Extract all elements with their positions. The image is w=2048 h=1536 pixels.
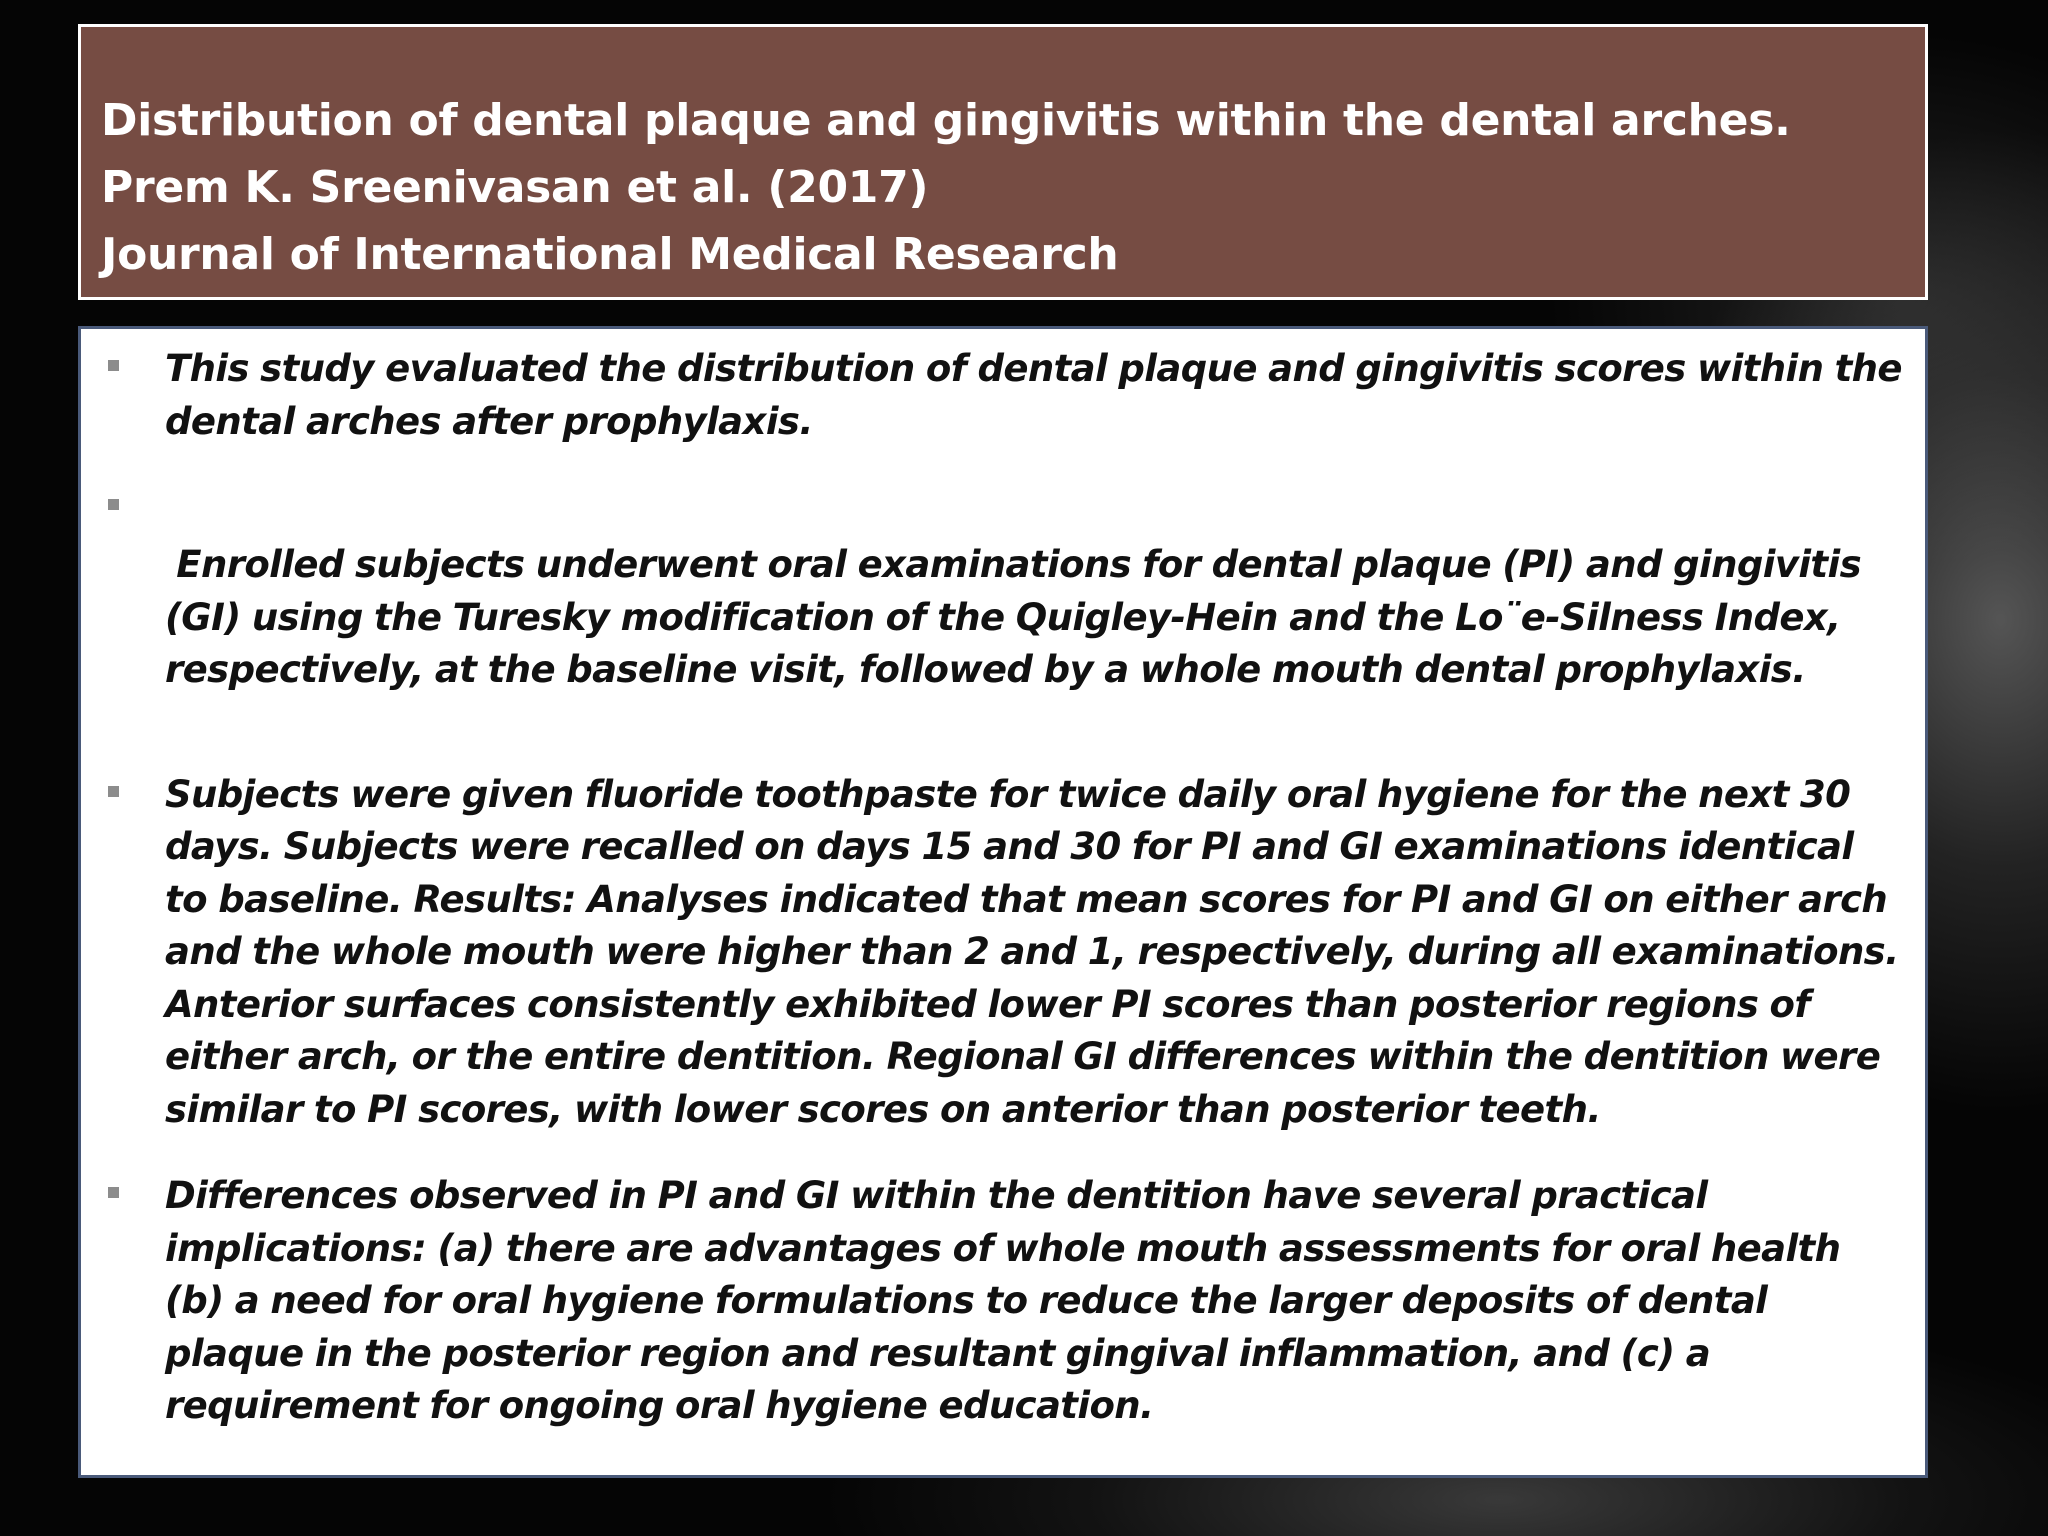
slide-journal: Journal of International Medical Research [101, 229, 1119, 280]
square-bullet-icon [108, 360, 119, 371]
bullet-text: This study evaluated the distribution of dental plaque and gingivitis scores within the dental arches after prophylaxis. [165, 347, 1902, 443]
bullet-text: Subjects were given fluoride toothpaste for twice daily oral hygiene for the next 30 days. Subjects were recalled on days 15 and 30 for PI and GI examinations identical to baseline. Results: Analyses indicated that mean scores for PI and GI on either arch and the whole mouth were higher than 2 and 1, respectively, during all examinations. Anterior surfaces consistently exhibited lower PI scores than posterior regions of either arch, or the entire dentition. Regional GI differences within the dentition were similar to PI scores, with lower scores on anterior than posterior teeth. [165, 772, 1899, 1131]
square-bullet-icon [108, 499, 119, 510]
bullet-item [81, 343, 1905, 448]
slide-title-box [78, 24, 1928, 300]
slide-authors: Prem K. Sreenivasan et al. (2017) [101, 162, 929, 213]
square-bullet-icon [108, 1187, 119, 1198]
slide-title: Distribution of dental plaque and gingivitis within the dental arches. [101, 95, 1791, 146]
bullet-item [81, 482, 1905, 735]
bullet-text: Differences observed in PI and GI within the dentition have several practical implications: (a) there are advantages of whole mouth assessments for oral health (b) a need for oral hygiene formulations to reduce the larger deposits of dental plaque in the posterior region and resultant gingival inflammation, and (c) a requirement for ongoing oral hygiene education. [165, 1174, 1841, 1427]
bullet-item [81, 1170, 1905, 1433]
bullet-item [81, 769, 1905, 1137]
square-bullet-icon [108, 786, 119, 797]
slide-content-box [78, 326, 1928, 1478]
bullet-text: Enrolled subjects underwent oral examinations for dental plaque (PI) and gingivitis (GI) using the Turesky modification of the Quigley-Hein and the Lo¨e-Silness Index, respectively, at the baseline visit, followed by a whole mouth dental prophylaxis. [165, 543, 1873, 691]
